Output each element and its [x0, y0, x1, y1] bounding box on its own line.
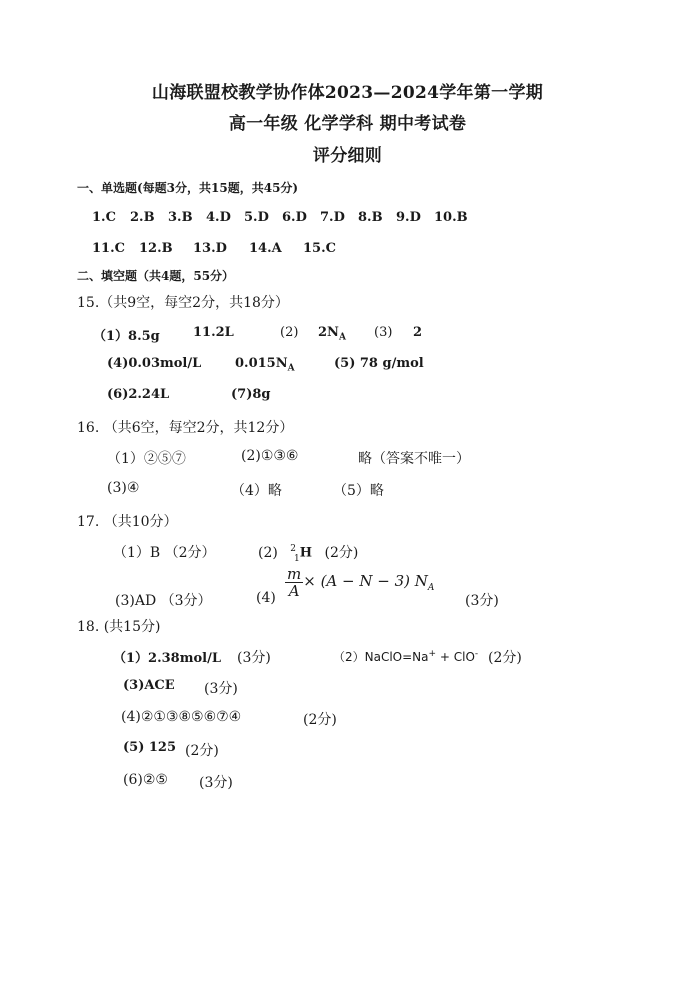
q15-answer-4b	[235, 356, 295, 374]
q18-answer-2-text: （2）NaClO=Na	[333, 650, 429, 664]
answer-item: 15.C	[303, 241, 336, 256]
q18-answer-1-score: (3分)	[237, 650, 271, 666]
q15-answer-1b: 11.2L	[193, 325, 234, 340]
q15-answer-2-value: 2N	[318, 325, 339, 340]
answer-item: 14.A	[249, 241, 282, 256]
q15-answer-5: (5) 78 g/mol	[334, 356, 424, 371]
q16-answer-2-note: 略（答案不唯一）	[358, 451, 470, 467]
q15-answer-6: (6)2.24L	[107, 387, 170, 402]
answer-item: 1.C	[92, 210, 116, 225]
q15-answer-7: (7)8g	[231, 387, 271, 402]
answer-item: 3.B	[168, 210, 193, 225]
answer-item: 10.B	[434, 210, 468, 225]
answer-item: 6.D	[282, 210, 307, 225]
q18-answer-5-score: (2分)	[185, 743, 219, 759]
charge-sup: -	[474, 649, 479, 659]
answer-row-2	[92, 241, 336, 256]
q16-title: 16. （共6空，每空2分，共12分）	[77, 420, 294, 436]
q18-answer-2	[333, 648, 478, 665]
section2-heading: 二、填空题（共4题，55分）	[77, 269, 235, 283]
q17-title: 17. （共10分）	[77, 514, 178, 530]
q15-answer-3: 2	[413, 325, 423, 340]
q16-answer-5: （5）略	[333, 483, 384, 499]
q17-answer-2	[258, 542, 358, 564]
answer-item: 11.C	[92, 241, 125, 256]
avogadro-subscript: A	[338, 332, 346, 343]
q18-answer-2-mid: + ClO	[436, 650, 475, 664]
q17-answer-2-label: (2)	[258, 545, 278, 561]
q18-answer-4-score: (2分)	[303, 712, 337, 728]
answer-item: 5.D	[244, 210, 269, 225]
answer-item: 2.B	[130, 210, 155, 225]
answer-item: 8.B	[358, 210, 383, 225]
q18-answer-6: (6)②⑤	[123, 772, 168, 788]
q18-answer-3-score: (3分)	[204, 681, 238, 697]
mass-number: 2	[290, 544, 297, 555]
answer-item: 13.D	[193, 241, 227, 256]
q16-answer-1: （1）②⑤⑦	[107, 451, 186, 467]
charge-sup: +	[428, 649, 437, 659]
q15-answer-3-label: (3)	[374, 325, 393, 340]
q15-answer-4b-value: 0.015N	[235, 356, 288, 371]
q17-answer-4-score: (3分)	[465, 593, 499, 609]
q15-answer-2	[318, 325, 346, 343]
answer-item: 9.D	[396, 210, 421, 225]
formula-expression-text: × (A − N − 3) N	[303, 572, 428, 590]
q18-answer-2-score: (2分)	[488, 650, 522, 666]
q17-answer-4-formula	[285, 566, 434, 599]
fraction	[285, 566, 303, 599]
section1-heading: 一、单选题(每题3分，共15题，共45分)	[77, 181, 299, 195]
q18-answer-1: （1）2.38mol/L	[113, 651, 221, 666]
q17-answer-1: （1）B （2分）	[113, 545, 216, 561]
q18-answer-3: (3)ACE	[123, 678, 175, 693]
answer-item: 7.D	[320, 210, 345, 225]
document-subtitle: 高一年级 化学学科 期中考试卷	[228, 114, 467, 134]
answer-item: 12.B	[139, 241, 173, 256]
document-title: 山海联盟校教学协作体2023—2024学年第一学期	[151, 83, 544, 103]
answer-row-1	[92, 210, 468, 225]
element-symbol: H	[299, 546, 313, 561]
denominator: A	[288, 582, 300, 600]
document-heading: 评分细则	[312, 146, 383, 166]
q18-answer-4: (4)②①③⑧⑤⑥⑦④	[121, 709, 242, 725]
atomic-number: 1	[294, 553, 300, 564]
q18-title: 18. (共15分)	[77, 619, 161, 635]
q18-answer-6-score: (3分)	[199, 775, 233, 791]
q15-answer-4: (4)0.03mol/L	[107, 356, 202, 371]
avogadro-subscript: A	[287, 363, 295, 374]
q17-answer-3: (3)AD （3分）	[115, 593, 212, 609]
q16-answer-3: (3)④	[107, 480, 140, 496]
q16-answer-2: (2)①③⑥	[241, 448, 299, 464]
q15-answer-2-label: (2)	[280, 325, 299, 340]
q15-answer-1: （1）8.5g	[93, 329, 160, 344]
q17-answer-4-label: (4)	[256, 590, 276, 606]
numerator: m	[287, 565, 302, 583]
q17-answer-2-score: (2分)	[324, 545, 359, 561]
avogadro-subscript: A	[427, 583, 435, 593]
answer-item: 4.D	[206, 210, 231, 225]
formula-expression	[303, 572, 435, 593]
q16-answer-4: （4）略	[231, 483, 282, 499]
q18-answer-5: (5) 125	[123, 740, 177, 755]
q15-title: 15.（共9空，每空2分，共18分）	[77, 295, 289, 311]
